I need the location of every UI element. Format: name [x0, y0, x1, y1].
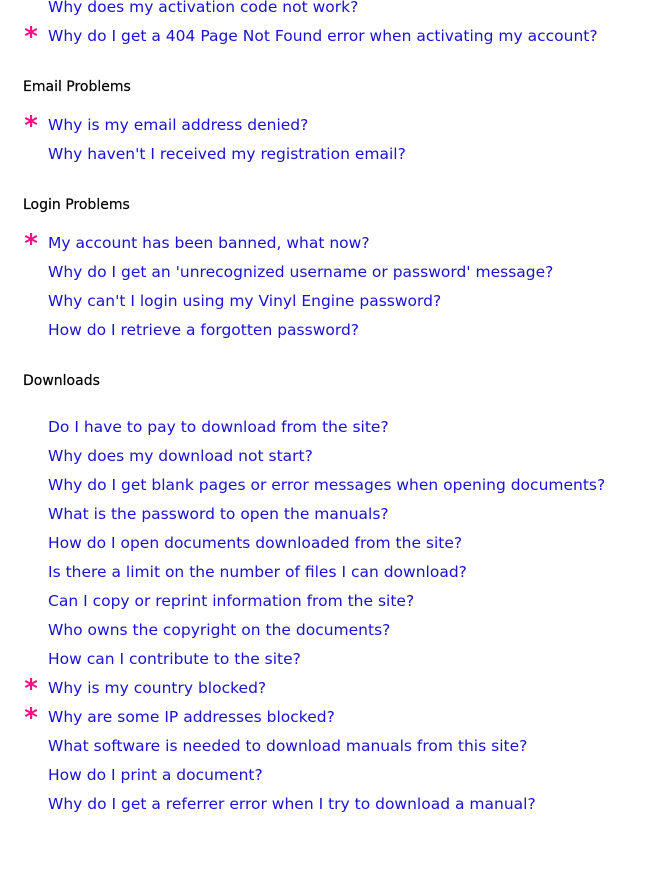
faq-item	[0, 789, 655, 818]
section-title-email-problems: Email Problems	[23, 79, 131, 95]
faq-link-referrer-error[interactable]: Why do I get a referrer error when I try to download a manual?	[48, 795, 536, 813]
faq-link-contribute[interactable]: How can I contribute to the site?	[48, 650, 301, 668]
section-activation	[0, 0, 655, 50]
faq-link-software-needed[interactable]: What software is needed to download manuals from this site?	[48, 737, 528, 755]
faq-list-email	[0, 110, 655, 168]
section-email-problems	[0, 76, 655, 168]
section-downloads	[0, 370, 655, 818]
faq-item	[0, 315, 655, 344]
faq-item	[0, 644, 655, 673]
faq-link-404-error-activation[interactable]: Why do I get a 404 Page Not Found error when activating my account?	[48, 27, 598, 45]
section-login-problems	[0, 194, 655, 344]
faq-item	[0, 257, 655, 286]
faq-link-print-document[interactable]: How do I print a document?	[48, 766, 263, 784]
faq-list-downloads	[0, 412, 655, 818]
faq-link-blank-pages[interactable]: Why do I get blank pages or error messages when opening documents?	[48, 476, 606, 494]
faq-item	[0, 286, 655, 315]
faq-item	[0, 441, 655, 470]
faq-item	[0, 731, 655, 760]
new-star-icon: *	[24, 674, 38, 704]
faq-item	[0, 139, 655, 168]
faq-link-activation-code-not-work[interactable]: Why does my activation code not work?	[48, 0, 359, 16]
faq-item	[0, 110, 655, 139]
new-star-icon: *	[24, 703, 38, 733]
faq-item	[0, 673, 655, 702]
faq-item	[0, 499, 655, 528]
faq-link-unrecognized-username[interactable]: Why do I get an 'unrecognized username or password' message?	[48, 263, 554, 281]
new-star-icon: *	[24, 229, 38, 259]
faq-link-manual-password[interactable]: What is the password to open the manuals?	[48, 505, 389, 523]
faq-item	[0, 412, 655, 441]
faq-link-vinyl-engine-password[interactable]: Why can't I login using my Vinyl Engine password?	[48, 292, 442, 310]
faq-item	[0, 760, 655, 789]
faq-item	[0, 557, 655, 586]
faq-item	[0, 470, 655, 499]
faq-item	[0, 615, 655, 644]
new-star-icon: *	[24, 22, 38, 52]
faq-link-forgotten-password[interactable]: How do I retrieve a forgotten password?	[48, 321, 360, 339]
faq-item	[0, 228, 655, 257]
faq-item	[0, 0, 655, 21]
new-star-icon: *	[24, 111, 38, 141]
faq-link-account-banned[interactable]: My account has been banned, what now?	[48, 234, 370, 252]
faq-list-login	[0, 228, 655, 344]
faq-item	[0, 586, 655, 615]
section-title-downloads: Downloads	[23, 373, 100, 389]
faq-link-open-documents[interactable]: How do I open documents downloaded from the site?	[48, 534, 463, 552]
faq-link-download-not-start[interactable]: Why does my download not start?	[48, 447, 313, 465]
faq-link-pay-to-download[interactable]: Do I have to pay to download from the site?	[48, 418, 389, 436]
faq-link-registration-email[interactable]: Why haven't I received my registration email?	[48, 145, 406, 163]
faq-link-copy-reprint[interactable]: Can I copy or reprint information from the site?	[48, 592, 415, 610]
faq-link-email-denied[interactable]: Why is my email address denied?	[48, 116, 309, 134]
faq-item	[0, 702, 655, 731]
faq-link-copyright-owner[interactable]: Who owns the copyright on the documents?	[48, 621, 391, 639]
faq-link-ip-blocked[interactable]: Why are some IP addresses blocked?	[48, 708, 335, 726]
faq-list-activation	[0, 0, 655, 50]
faq-link-download-limit[interactable]: Is there a limit on the number of files I can download?	[48, 563, 467, 581]
section-title-login-problems: Login Problems	[23, 197, 130, 213]
faq-item	[0, 528, 655, 557]
faq-link-country-blocked[interactable]: Why is my country blocked?	[48, 679, 267, 697]
faq-item	[0, 21, 655, 50]
